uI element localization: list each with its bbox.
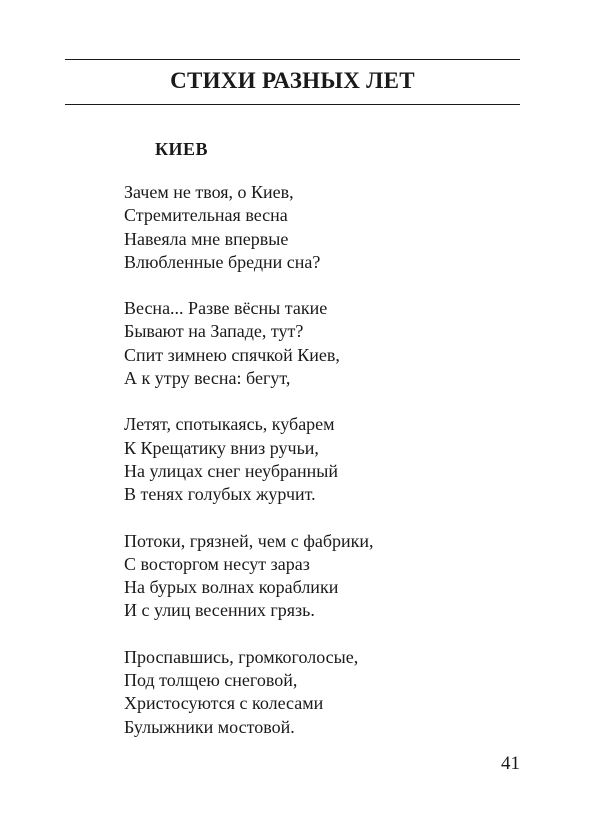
stanza bbox=[124, 530, 504, 623]
poem-line: С восторгом несут зараз bbox=[124, 553, 310, 574]
poem-title: КИЕВ bbox=[155, 139, 209, 159]
poem-line: Проспавшись, громкоголосые, bbox=[124, 646, 359, 667]
page-number: 41 bbox=[501, 753, 520, 774]
poem-line: А к утру весна: бегут, bbox=[124, 368, 291, 389]
poem-line: И с улиц весенних грязь. bbox=[124, 600, 315, 621]
poem-line: К Крещатику вниз ручьи, bbox=[124, 437, 319, 458]
header-top-rule bbox=[65, 59, 520, 60]
poem-line: Христосуются с колесами bbox=[124, 693, 324, 714]
stanza bbox=[124, 413, 504, 506]
poem-line: Потоки, грязней, чем с фабрики, bbox=[124, 530, 374, 551]
header-bottom-rule bbox=[65, 104, 520, 105]
poem-line: Весна... Разве вёсны такие bbox=[124, 298, 328, 319]
poem-line: На улицах снег неубранный bbox=[124, 460, 339, 481]
poem-line: Летят, спотыкаясь, кубарем bbox=[124, 414, 335, 435]
poem-body bbox=[124, 181, 504, 762]
stanza bbox=[124, 181, 504, 274]
poem-line: Влюбленные бредни сна? bbox=[124, 251, 321, 272]
poem-line: Булыжники мостовой. bbox=[124, 716, 295, 737]
stanza bbox=[124, 297, 504, 390]
poem-line: В тенях голубых журчит. bbox=[124, 484, 316, 505]
poem-line: На бурых волнах кораблики bbox=[124, 577, 339, 598]
poem-line: Спит зимнею спячкой Киев, bbox=[124, 344, 340, 365]
poem-line: Зачем не твоя, о Киев, bbox=[124, 182, 294, 202]
poem-line: Бывают на Западе, тут? bbox=[124, 321, 304, 342]
poem-line: Стремительная весна bbox=[124, 205, 288, 226]
section-title: СТИХИ РАЗНЫХ ЛЕТ bbox=[170, 68, 415, 93]
poem-line: Навеяла мне впервые bbox=[124, 228, 289, 249]
stanza bbox=[124, 646, 504, 739]
poem-line: Под толщею снеговой, bbox=[124, 670, 298, 691]
